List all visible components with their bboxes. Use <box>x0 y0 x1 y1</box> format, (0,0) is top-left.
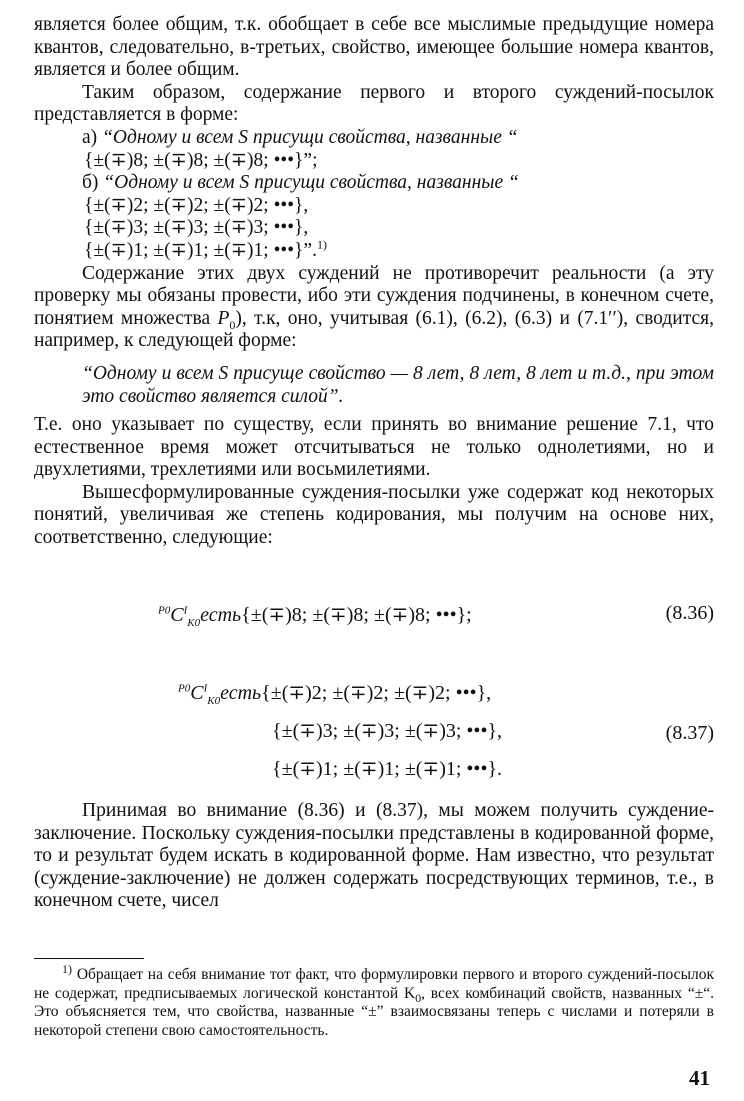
footnote: $^{1)}$ Обращает на себя внимание тот факт, что формулировки первого и второго суждений-посылок не содержат, предписываемых логической константой $K_0$, всех комбинаций свойств, названных “±“. Это объясняется тем, что свойства, названные “±” взаимосвязаны теперь с числами и потеряли в некоторой степени свою самостоятельность. <box>34 961 714 1039</box>
premise-b: б) “Одному и всем S присущи свойства, названные “ <box>82 172 519 194</box>
premise-b-formula-3: {±(∓)1; ±(∓)1; ±(∓)1; •••}”.$^{1)}$ <box>84 237 327 261</box>
premise-b-formula-1: {±(∓)2; ±(∓)2; ±(∓)2; •••}, <box>84 194 309 216</box>
page-number: 41 <box>689 1066 710 1090</box>
paragraph-conclusion: Принимая во внимание (8.36) и (8.37), мы можем получить суждение-заключение. Поскольку суждения-посылки представлены в кодированной форме, то и результат будем искать в кодированной форме. Нам известно, что результат (суждение-заключение) не должен содержать посредствующих терминов, т.е., в конечном счете, чисел <box>34 800 714 912</box>
paragraph-forms-intro: Таким образом, содержание первого и второго суждений-посылок представляется в форме: <box>34 81 714 126</box>
operator-symbol: $^{P0}C^I_{K0}$ <box>178 682 221 707</box>
paragraph-interpretation: Т.е. оно указывает по существу, если принять во внимание решение 7.1, что естественное время может отсчитываться не только однолетиями, но и двухлетиями, трехлетиями или восьмилетиями. <box>34 414 714 481</box>
operator-symbol: $^{P0}C^I_{K0}$ <box>158 604 201 629</box>
footnote-rule <box>34 958 144 959</box>
paragraph-consistency: Содержание этих двух суждений не противоречит реальности (а эту проверку мы обязаны провести, ибо эти суждения подчинены, в конечном счете, понятием множества $P_0$), т.к, оно, учитывая (6.1), (6.2), (6.3) и (7.1′′), сводится, например, к следующей форме: <box>34 262 714 352</box>
equation-number: (8.36) <box>665 602 714 624</box>
paragraph-coding: Вышесформулированные суждения-посылки уже содержат код некоторых понятий, увеличивая же степень кодирования, мы получим на основе них, соответственно, следующие: <box>34 481 714 549</box>
footnote-ref: 1) <box>316 237 327 252</box>
equation-8-36: $^{P0}C^I_{K0}есть\{\pm(\mp)8$; ±(∓)8; ±(∓)8; •••}; (8.36) <box>158 602 714 629</box>
equation-8-37: $^{P0}C^I_{K0}есть\{\pm(\mp)2$; ±(∓)2; ±(∓)2; •••}, {±(∓)3; ±(∓)3; ±(∓)3; •••}, {±(∓)1; ±(∓)1; ±(∓)1; •••}. (8.37) <box>178 682 714 780</box>
body-text <box>34 14 714 550</box>
quote-statement: “Одному и всем S присуще свойство — 8 лет, 8 лет, 8 лет и т.д., при этом это свойство является силой”. <box>82 362 714 407</box>
premise-b-formula-2: {±(∓)3; ±(∓)3; ±(∓)3; •••}, <box>84 217 309 239</box>
paragraph-continued: является более общим, т.к. обобщает в себе все мыслимые предыдущие номера квантов, следовательно, в-третьих, свойство, имеющее большие номера квантов, является и более общим. <box>34 14 714 81</box>
premise-a-formula: {±(∓)8; ±(∓)8; ±(∓)8; •••}”; <box>84 149 318 171</box>
equation-number: (8.37) <box>665 722 714 744</box>
body-text-continued <box>34 800 714 913</box>
premise-a: а) “Одному и всем S присущи свойства, названные “ <box>82 126 518 148</box>
